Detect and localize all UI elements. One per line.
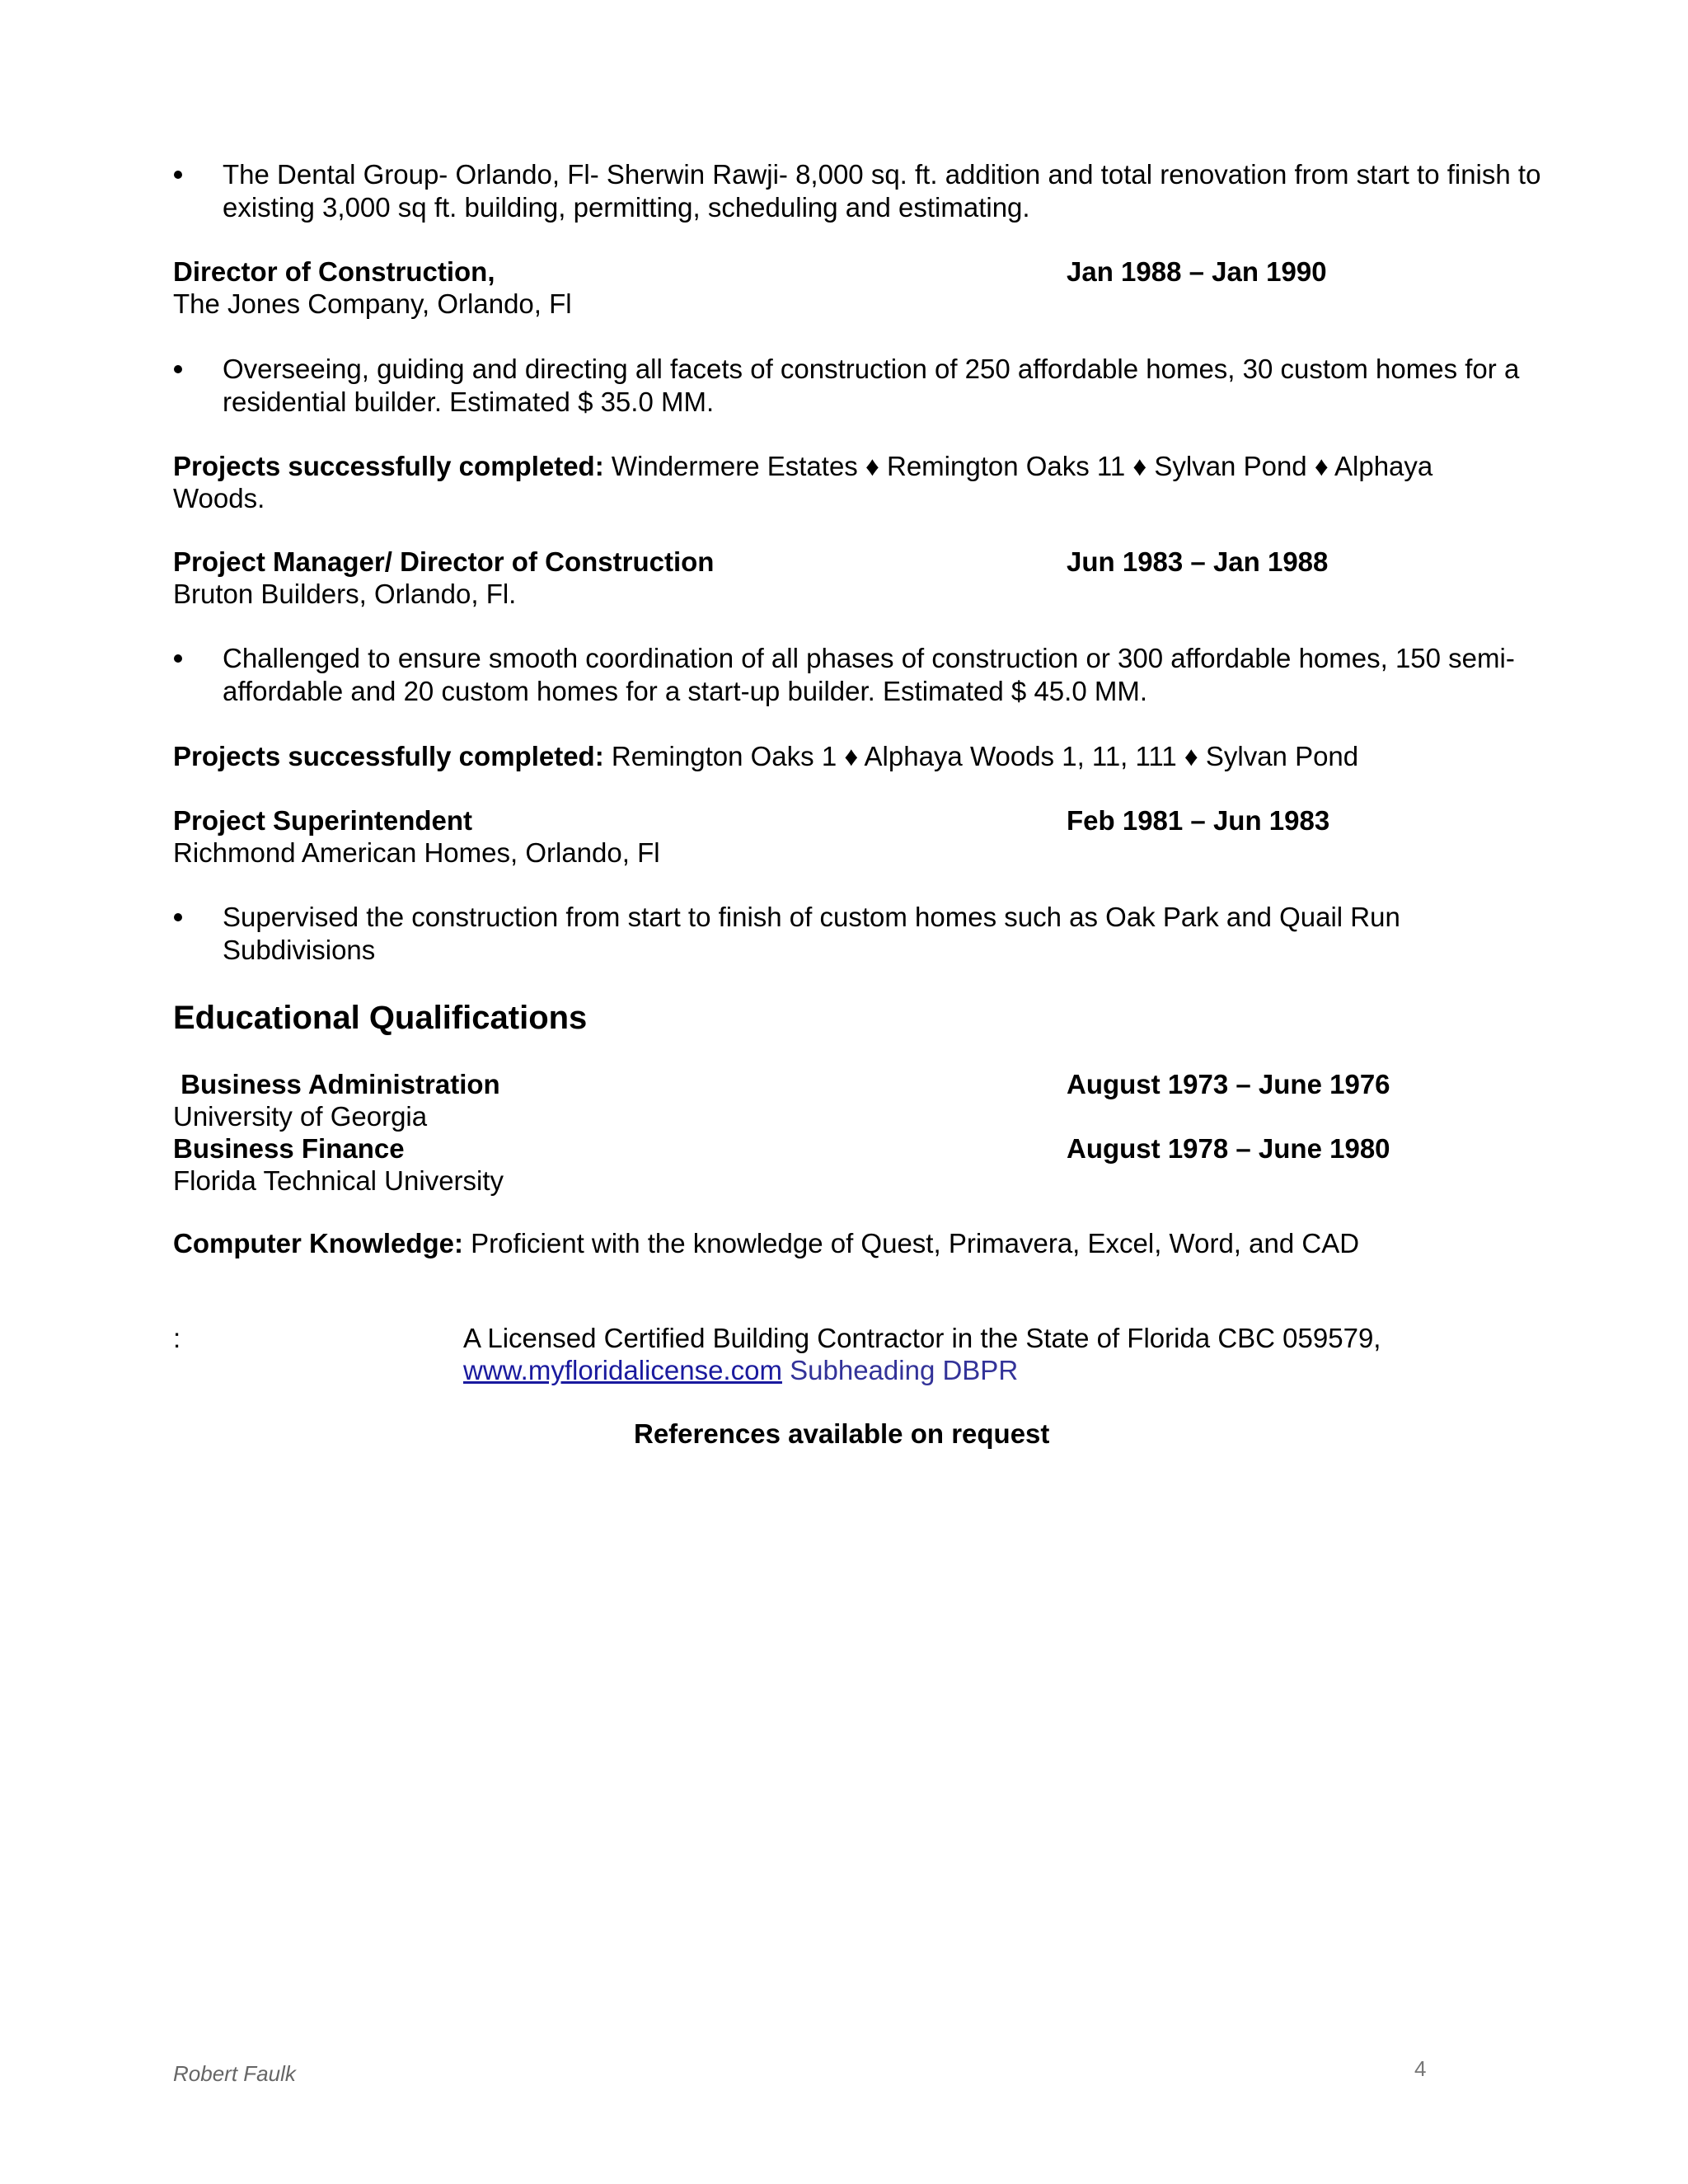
- bullet-jones: Overseeing, guiding and directing all facets of construction of 250 affordable homes, 30 custom homes for a residential builder. Estimated $ 35.0 MM.: [223, 354, 1520, 417]
- footer-author: Robert Faulk: [173, 2061, 296, 2086]
- degree-dates-business-finance: August 1978 – June 1980: [1067, 1133, 1390, 1164]
- job-title-bruton: Project Manager/ Director of Construction: [173, 546, 715, 577]
- license-link[interactable]: www.myfloridalicense.com: [463, 1355, 782, 1385]
- bullet-point: [174, 365, 182, 373]
- bullet-point: [174, 171, 182, 179]
- job-dates-jones: Jan 1988 – Jan 1990: [1067, 256, 1327, 287]
- computer-knowledge: [173, 1227, 1359, 1260]
- license-text: A Licensed Certified Building Contractor in the State of Florida CBC 059579,: [463, 1323, 1381, 1353]
- references-note: References available on request: [634, 1418, 1050, 1449]
- projects-label: Projects successfully completed:: [173, 451, 604, 481]
- projects-completed-jones: [173, 450, 1432, 483]
- school-georgia: University of Georgia: [173, 1101, 428, 1132]
- degree-dates-business-admin: August 1973 – June 1976: [1067, 1069, 1390, 1099]
- job-company-jones: The Jones Company, Orlando, Fl: [173, 288, 572, 319]
- job-dates-bruton: Jun 1983 – Jan 1988: [1067, 546, 1329, 577]
- license-link-line: [463, 1354, 1018, 1387]
- computer-knowledge-label: Computer Knowledge:: [173, 1228, 463, 1258]
- bullet-richmond: Supervised the construction from start to finish of custom homes such as Oak Park and Quail Run Subdivisions: [223, 902, 1400, 965]
- job-company-bruton: Bruton Builders, Orlando, Fl.: [173, 579, 517, 609]
- degree-business-finance: Business Finance: [173, 1133, 405, 1164]
- bullet-dental-group: The Dental Group- Orlando, Fl- Sherwin Rawji- 8,000 sq. ft. addition and total renovation from start to finish to existing 3,000 sq ft. building, permitting, scheduling and estimating.: [223, 159, 1541, 223]
- license-colon: :: [173, 1323, 181, 1353]
- job-dates-richmond: Feb 1981 – Jun 1983: [1067, 805, 1330, 836]
- bullet-point: [174, 913, 182, 921]
- education-heading: Educational Qualifications: [173, 1000, 588, 1036]
- projects-completed-bruton: [173, 740, 1358, 773]
- projects-list-jones: Windermere Estates ♦ Remington Oaks 11 ♦ Sylvan Pond ♦ Alphaya: [611, 451, 1433, 481]
- projects-label: Projects successfully completed:: [173, 741, 604, 771]
- school-florida-tech: Florida Technical University: [173, 1165, 504, 1196]
- computer-knowledge-text: Proficient with the knowledge of Quest, Primavera, Excel, Word, and CAD: [471, 1228, 1360, 1258]
- job-title-richmond: Project Superintendent: [173, 805, 473, 836]
- degree-business-admin: Business Administration: [173, 1069, 500, 1099]
- bullet-bruton: Challenged to ensure smooth coordination of all phases of construction or 300 affordable homes, 150 semi-affordable and 20 custom homes for a start-up builder. Estimated $ 45.0 MM.: [223, 643, 1515, 706]
- projects-list-bruton: Remington Oaks 1 ♦ Alphaya Woods 1, 11, 111 ♦ Sylvan Pond: [611, 741, 1359, 771]
- footer-page-number: 4: [1414, 2056, 1427, 2081]
- license-subheading: Subheading DBPR: [790, 1355, 1019, 1385]
- job-title-jones: Director of Construction,: [173, 256, 495, 287]
- bullet-point: [174, 654, 182, 663]
- job-company-richmond: Richmond American Homes, Orlando, Fl: [173, 837, 660, 868]
- projects-list-jones-cont: Woods.: [173, 483, 265, 513]
